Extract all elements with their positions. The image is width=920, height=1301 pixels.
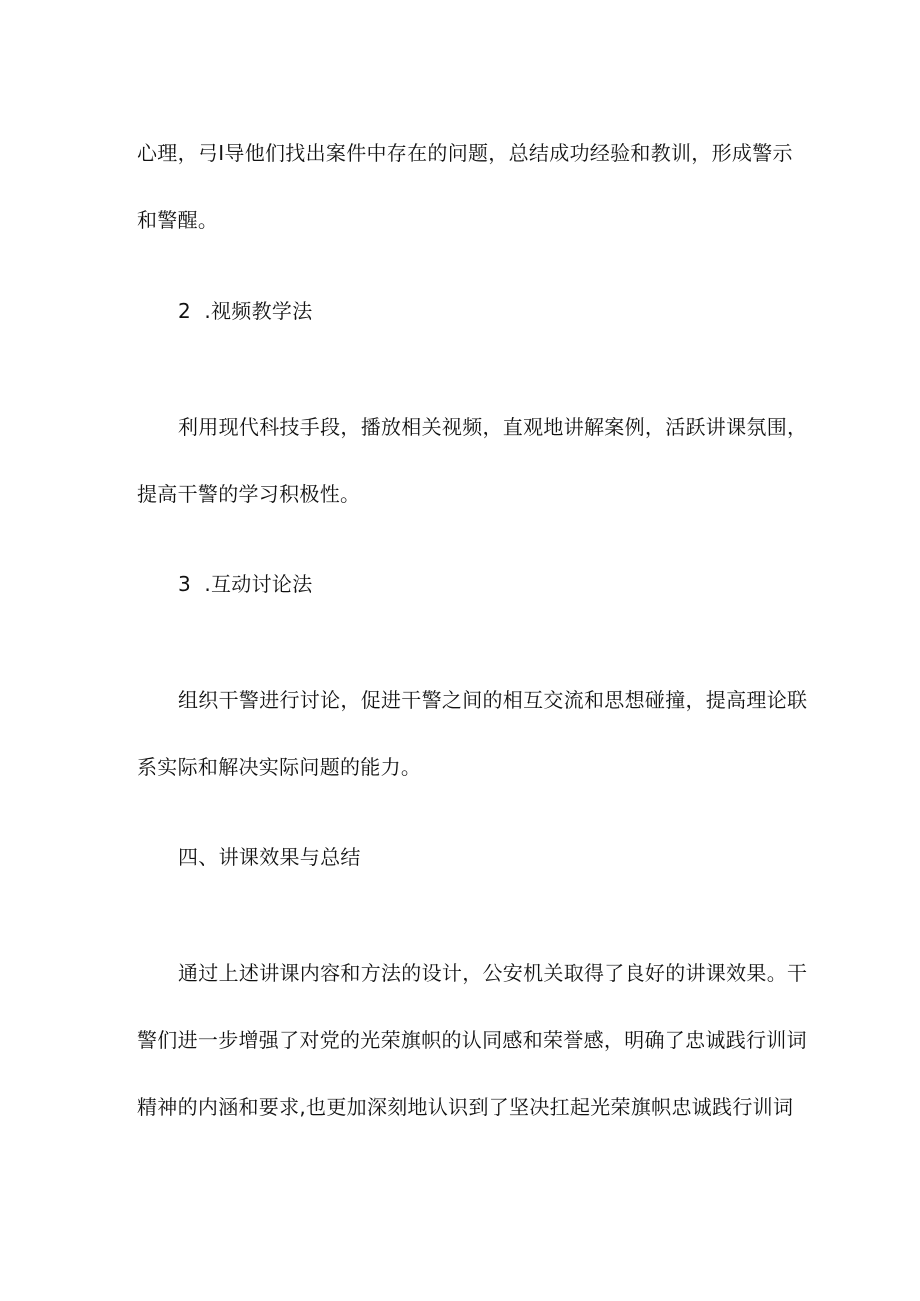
paragraph-line: 利用现代科技手段，播放相关视频，直观地讲解案例，活跃讲课氛围，	[178, 415, 808, 439]
paragraph-line: 系实际和解决实际问题的能力。	[137, 755, 422, 779]
paragraph-line: 精神的内涵和要求,也更加深刻地认识到了坚决扛起光荣旗帜忠诚践行训词	[137, 1095, 794, 1119]
paragraph-line: 组织干警进行讨论，促进干警之间的相互交流和思想碰撞，提高理论联	[178, 688, 808, 712]
section-heading-interactive-discussion: 3 .互动讨论法	[178, 572, 313, 596]
paragraph-line: 心理，弓I导他们找出案件中存在的问题，总结成功经验和教训，形成警示	[137, 141, 793, 165]
paragraph-line: 通过上述讲课内容和方法的设计，公安机关取得了良好的讲课效果。干	[178, 961, 808, 985]
section-heading-video-teaching: 2 .视频教学法	[178, 299, 313, 323]
section-heading-effect-summary: 四、讲课效果与总结	[178, 845, 361, 869]
paragraph-line: 警们进一步增强了对党的光荣旗帜的认同感和荣誉感，明确了忠诚践行训词	[137, 1028, 807, 1052]
paragraph-line: 和警醒。	[137, 208, 219, 232]
paragraph-line: 提高干警的学习积极性。	[137, 482, 361, 506]
